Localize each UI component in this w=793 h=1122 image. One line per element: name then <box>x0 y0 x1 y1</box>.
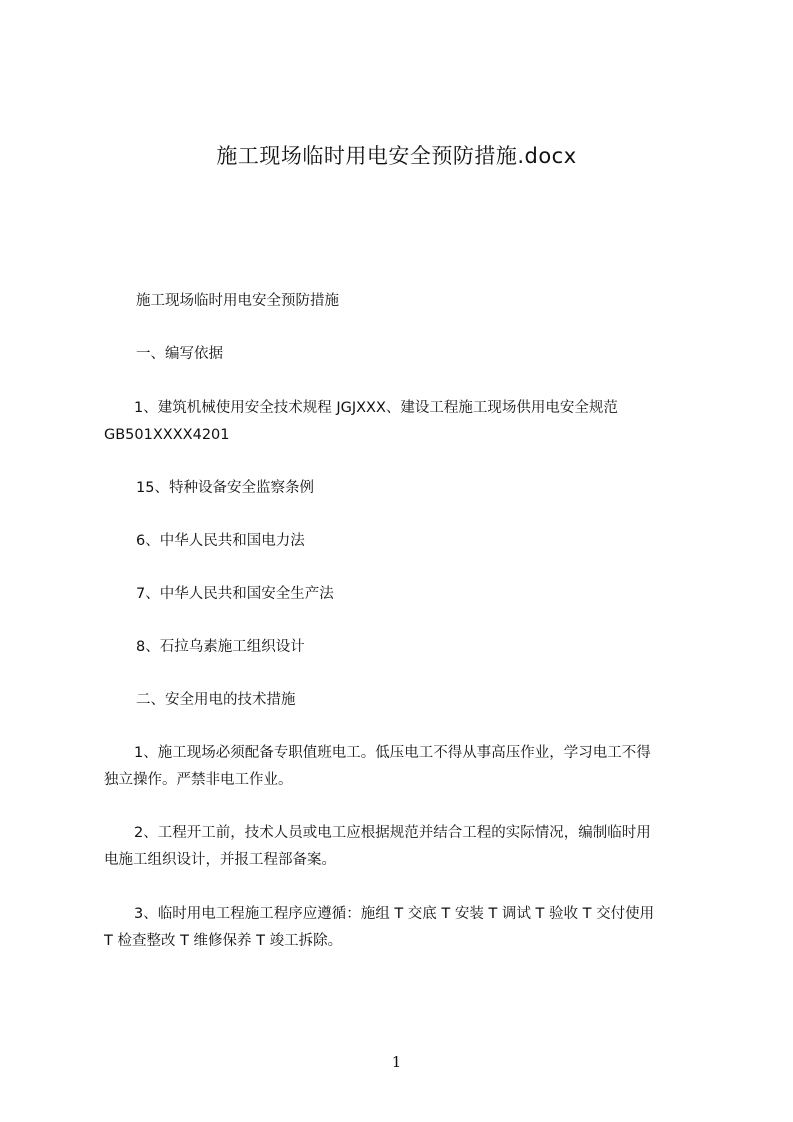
list-item: 6、中华人民共和国电力法 <box>136 533 305 549</box>
list-item-continuation: GB501XXXX4201 <box>104 427 230 443</box>
paragraph: 2、工程开工前，技术人员或电工应根据规范并结合工程的实际情况，编制临时用 <box>134 825 651 841</box>
paragraph: 3、临时用电工程施工程序应遵循：施组 T 交底 T 安装 T 调试 T 验收 T 交付使用 <box>134 906 655 922</box>
list-item: 8、石拉乌素施工组织设计 <box>136 639 305 655</box>
document-title: 施工现场临时用电安全预防措施.docx <box>216 144 577 168</box>
paragraph-continuation: 独立操作。严禁非电工作业。 <box>104 772 293 788</box>
paragraph-continuation: 电施工组织设计，并报工程部备案。 <box>104 852 336 868</box>
paragraph-continuation: T 检查整改 T 维修保养 T 竣工拆除。 <box>104 933 343 949</box>
paragraph: 1、施工现场必须配备专职值班电工。低压电工不得从事高压作业，学习电工不得 <box>134 745 651 761</box>
list-item: 15、特种设备安全监察条例 <box>136 480 314 496</box>
page-number: 1 <box>391 1053 402 1071</box>
list-item: 7、中华人民共和国安全生产法 <box>136 586 334 602</box>
list-item: 1、建筑机械使用安全技术规程 JGJXXX、建设工程施工现场供用电安全规范 <box>134 400 618 416</box>
section-heading: 施工现场临时用电安全预防措施 <box>136 293 339 309</box>
section-heading-basis: 一、编写依据 <box>136 346 223 362</box>
section-heading-measures: 二、安全用电的技术措施 <box>136 692 296 708</box>
